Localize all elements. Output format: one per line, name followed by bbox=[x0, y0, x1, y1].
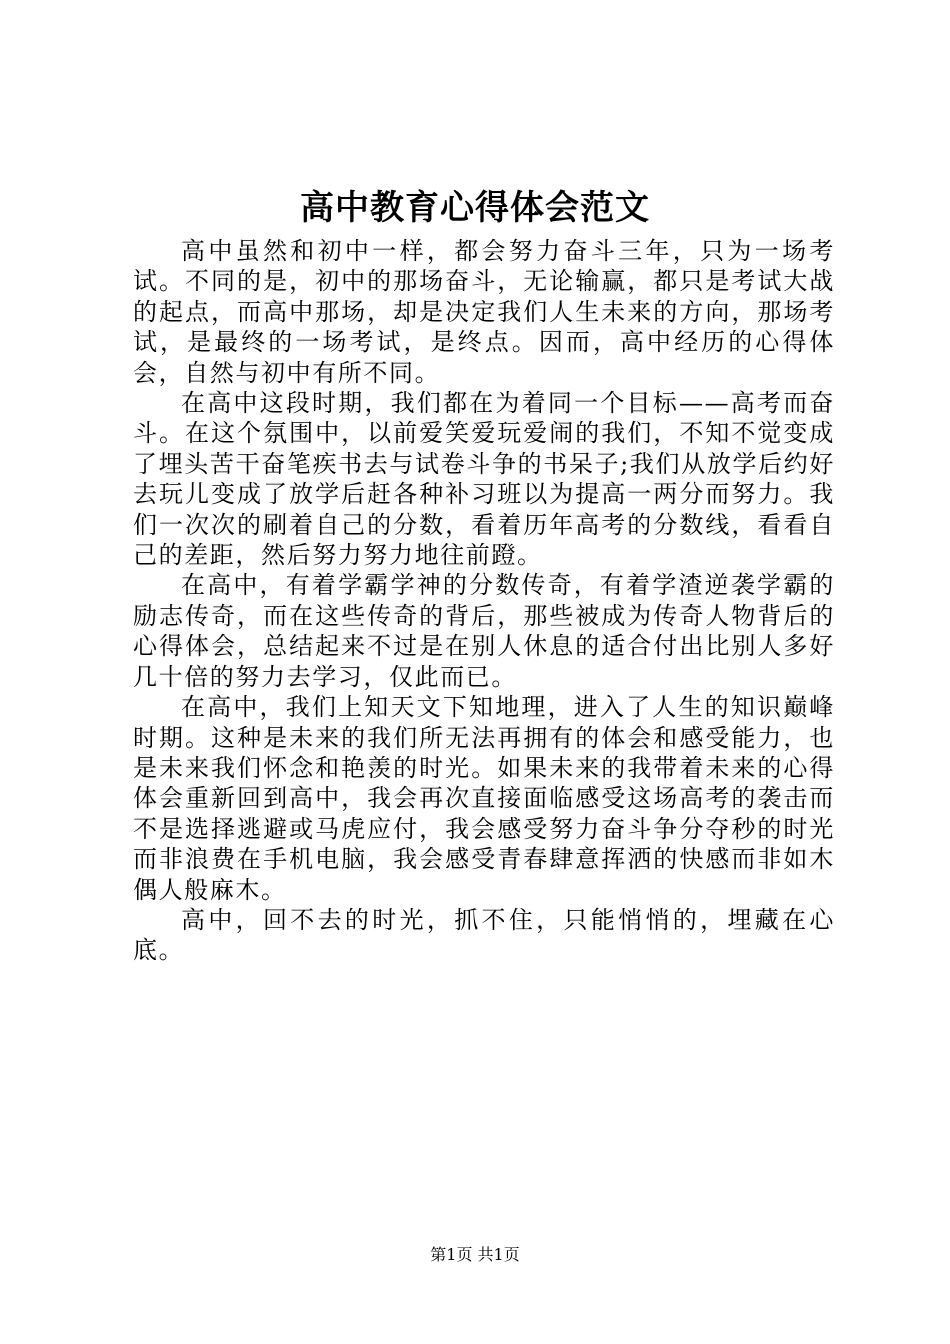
paragraph: 高中，回不去的时光，抓不住，只能悄悄的，埋藏在心底。 bbox=[133, 905, 835, 965]
page-title: 高中教育心得体会范文 bbox=[300, 188, 650, 228]
paragraph: 在高中这段时期，我们都在为着同一个目标——高考而奋斗。在这个氛围中，以前爱笑爱玩爱闹的我们，不知不觉变成了埋头苦干奋笔疾书去与试卷斗争的书呆子;我们从放学后约好去玩儿变成了放学后赶各种补习班以为提高一两分而努力。我们一次次的刷着自己的分数，看着历年高考的分数线，看看自己的差距，然后努力努力地往前蹬。 bbox=[133, 389, 835, 570]
page-footer: 第1页 共1页 bbox=[430, 1245, 520, 1264]
paragraph: 在高中，我们上知天文下知地理，进入了人生的知识巅峰时期。这种是未来的我们所无法再拥有的体会和感受能力，也是未来我们怀念和艳羡的时光。如果未来的我带着未来的心得体会重新回到高中，我会再次直接面临感受这场高考的袭击而不是选择逃避或马虎应付，我会感受努力奋斗争分夺秒的时光而非浪费在手机电脑，我会感受青春肆意挥洒的快感而非如木偶人般麻木。 bbox=[133, 693, 835, 904]
document-body bbox=[133, 236, 835, 966]
paragraph: 高中虽然和初中一样，都会努力奋斗三年，只为一场考试。不同的是，初中的那场奋斗，无论输赢，都只是考试大战的起点，而高中那场，却是决定我们人生未来的方向，那场考试，是最终的一场考试，是终点。因而，高中经历的心得体会，自然与初中有所不同。 bbox=[133, 237, 835, 387]
paragraph: 在高中，有着学霸学神的分数传奇，有着学渣逆袭学霸的励志传奇，而在这些传奇的背后，那些被成为传奇人物背后的心得体会，总结起来不过是在别人休息的适合付出比别人多好几十倍的努力去学习，仅此而已。 bbox=[133, 571, 835, 691]
